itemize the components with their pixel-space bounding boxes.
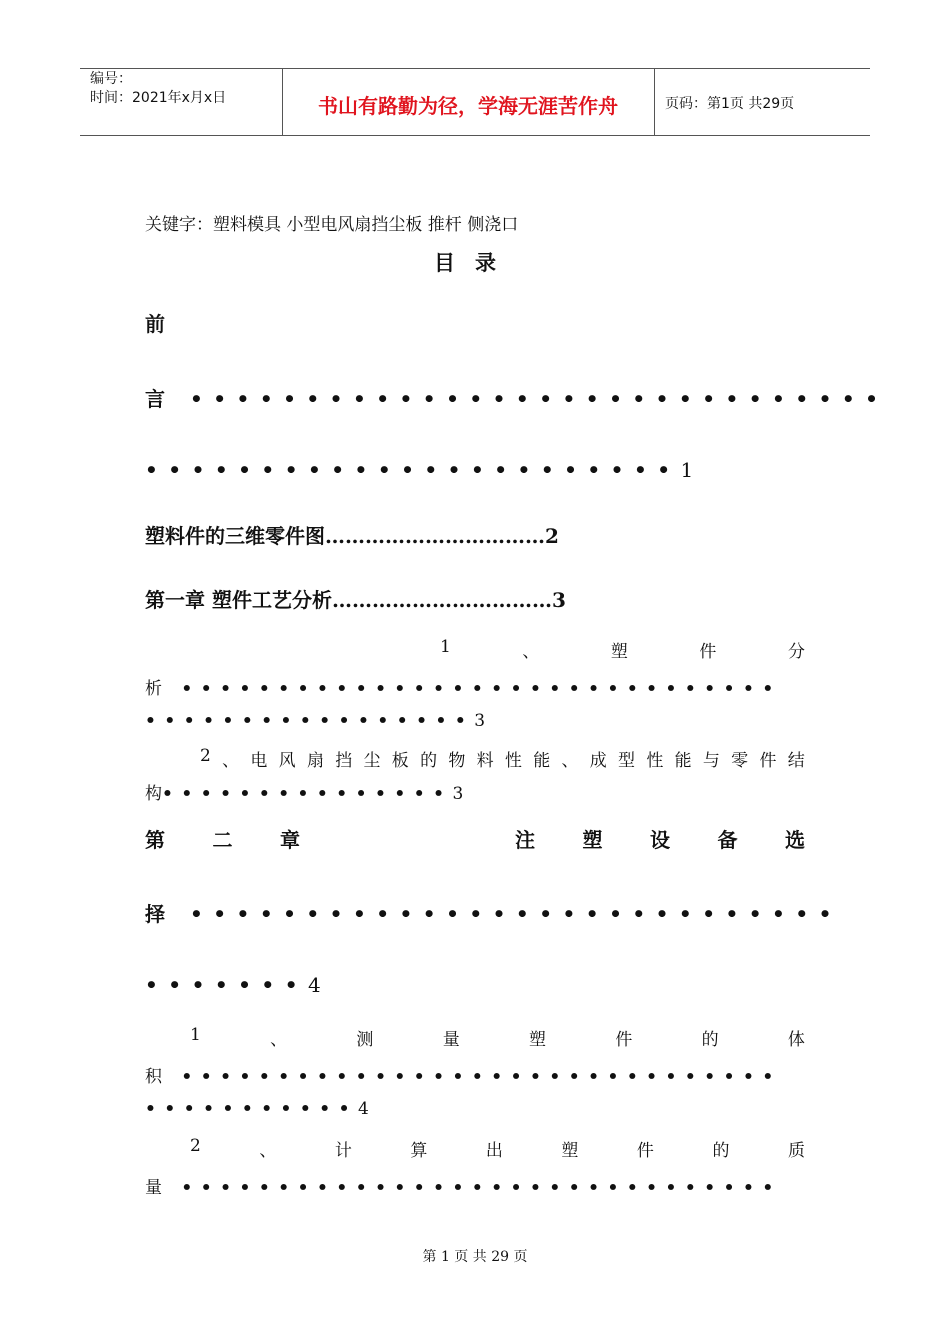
toc-leader-dots: ••••••••••••••••••••••••••••••• [181,1178,782,1198]
toc-char: 结 [787,751,805,771]
toc-char: 塑 [561,1141,579,1161]
toc-char: 料 [476,751,494,771]
toc-char: 2 [200,746,211,766]
header-divider [654,68,655,136]
toc-char: 选 [785,828,805,852]
toc-char: 的 [701,1030,719,1050]
toc-char: 物 [448,751,466,771]
toc-item-3d-drawing: 塑料件的三维零件图……………………………2 [145,524,559,548]
header-top-rule [80,68,870,69]
toc-char: 与 [702,751,720,771]
toc-char: 质 [787,1141,805,1161]
toc-c2-s1-line-3 [145,1099,369,1119]
toc-c2-s2-line-2 [145,1173,782,1198]
toc-char: 出 [485,1141,503,1161]
toc-char: 章 [280,828,300,852]
toc-char: 扇 [306,751,324,771]
toc-char: 、 [222,751,240,771]
toc-char: 能 [674,751,692,771]
toc-leader-dots: •••••••••••••••••••••••••••••• [189,387,889,411]
toc-char: 的 [420,751,438,771]
toc-char: 塑 [529,1030,547,1050]
toc-char: 设 [650,828,670,852]
toc-char: 量 [442,1030,460,1050]
toc-c2-s1-line-1 [190,1025,805,1050]
toc-char: 算 [410,1141,428,1161]
toc-char: 择 [145,902,165,926]
toc-char: 的 [712,1141,730,1161]
toc-char: 挡 [335,751,353,771]
toc-c1-s1-line-2 [145,674,782,699]
toc-leader-dots: ••••••••••••••••••••••• [145,458,681,482]
toc-preface-line-2 [145,383,888,412]
toc-char: 计 [334,1141,352,1161]
toc-char: 注 [515,828,535,852]
toc-leader-dots: ••••••••••••••••• [145,711,475,731]
keywords-line: 关键字：塑料模具 小型电风扇挡尘板 推杆 侧浇口 [145,215,519,235]
toc-leader-dots: •••••••••••••••••••••••••••• [189,902,842,926]
toc-char: 分 [787,642,805,662]
toc-char: 备 [717,828,738,852]
toc-leader-dots: ••••••••••••••••••••••••••••••• [181,1067,782,1087]
time-label: 时间：2021年x月x日 [90,90,227,106]
toc-char: 测 [356,1030,374,1050]
toc-char: 型 [618,751,636,771]
toc-char: 件 [615,1030,633,1050]
header-table [80,68,870,136]
toc-char: 风 [278,751,296,771]
toc-char: 二 [212,828,233,852]
toc-char: 1 [190,1025,201,1045]
toc-char: 析 [145,679,162,699]
toc-char: 件 [699,642,717,662]
toc-char: 体 [787,1030,805,1050]
page-footer: 第 1 页 共 29 页 [422,1249,528,1265]
toc-chapter-2-line-3 [145,973,321,997]
toc-char: 2 [190,1136,201,1156]
toc-char: 构 [145,784,162,804]
toc-char: 、 [561,751,579,771]
toc-c2-s1-line-2 [145,1062,782,1087]
toc-preface-line-1: 前 [145,312,165,336]
header-left-cell [90,70,226,108]
toc-char [348,824,468,853]
toc-char: 性 [504,751,522,771]
toc-char: 件 [636,1141,654,1161]
toc-char: 零 [731,751,749,771]
toc-chapter-2-line-2 [145,898,842,927]
toc-char: 塑 [582,828,603,852]
header-motto: 书山有路勤为径，学海无涯苦作舟 [318,94,618,118]
toc-char: 能 [533,751,551,771]
toc-c1-s1-line-1 [440,637,805,662]
toc-page-number: 3 [474,711,486,731]
toc-char: 板 [391,751,409,771]
toc-page-number: 3 [452,784,464,804]
toc-char: 第 [145,828,165,852]
toc-preface-char: 言 [145,387,165,411]
toc-char: 、 [259,1141,277,1161]
toc-c1-s2-line-2 [145,779,463,804]
toc-c2-s2-line-1 [190,1136,805,1161]
serial-label: 编号： [90,71,132,87]
toc-chapter-1: 第一章 塑件工艺分析……………………………3 [145,588,566,612]
toc-char: 性 [646,751,664,771]
toc-char: 成 [589,751,607,771]
toc-char: 电 [250,751,268,771]
toc-char: 、 [522,642,540,662]
toc-preface-line-3 [145,458,693,482]
toc-char: 塑 [610,642,628,662]
toc-leader-dots: ••••••••••••••••••••••••••••••• [181,679,782,699]
toc-char: 件 [759,751,777,771]
toc-char: 积 [145,1067,162,1087]
toc-leader-dots: ••••••• [145,973,308,997]
toc-char: 、 [270,1030,288,1050]
toc-page-number: 4 [307,973,321,997]
header-page-info: 页码：第1页 共29页 [665,96,795,112]
toc-char: 量 [145,1178,162,1198]
toc-leader-dots: ••••••••••••••• [162,784,453,804]
toc-chapter-2-line-1 [145,824,805,853]
toc-c1-s1-line-3 [145,711,485,731]
toc-char: 1 [440,637,451,657]
toc-char: 尘 [363,751,381,771]
toc-title: 目录 [434,250,516,275]
toc-c1-s2-line-1 [200,746,805,771]
toc-page-number: 4 [358,1099,369,1119]
toc-page-number: 1 [680,458,694,482]
header-bottom-rule [80,135,870,136]
toc-leader-dots: ••••••••••• [145,1099,359,1119]
